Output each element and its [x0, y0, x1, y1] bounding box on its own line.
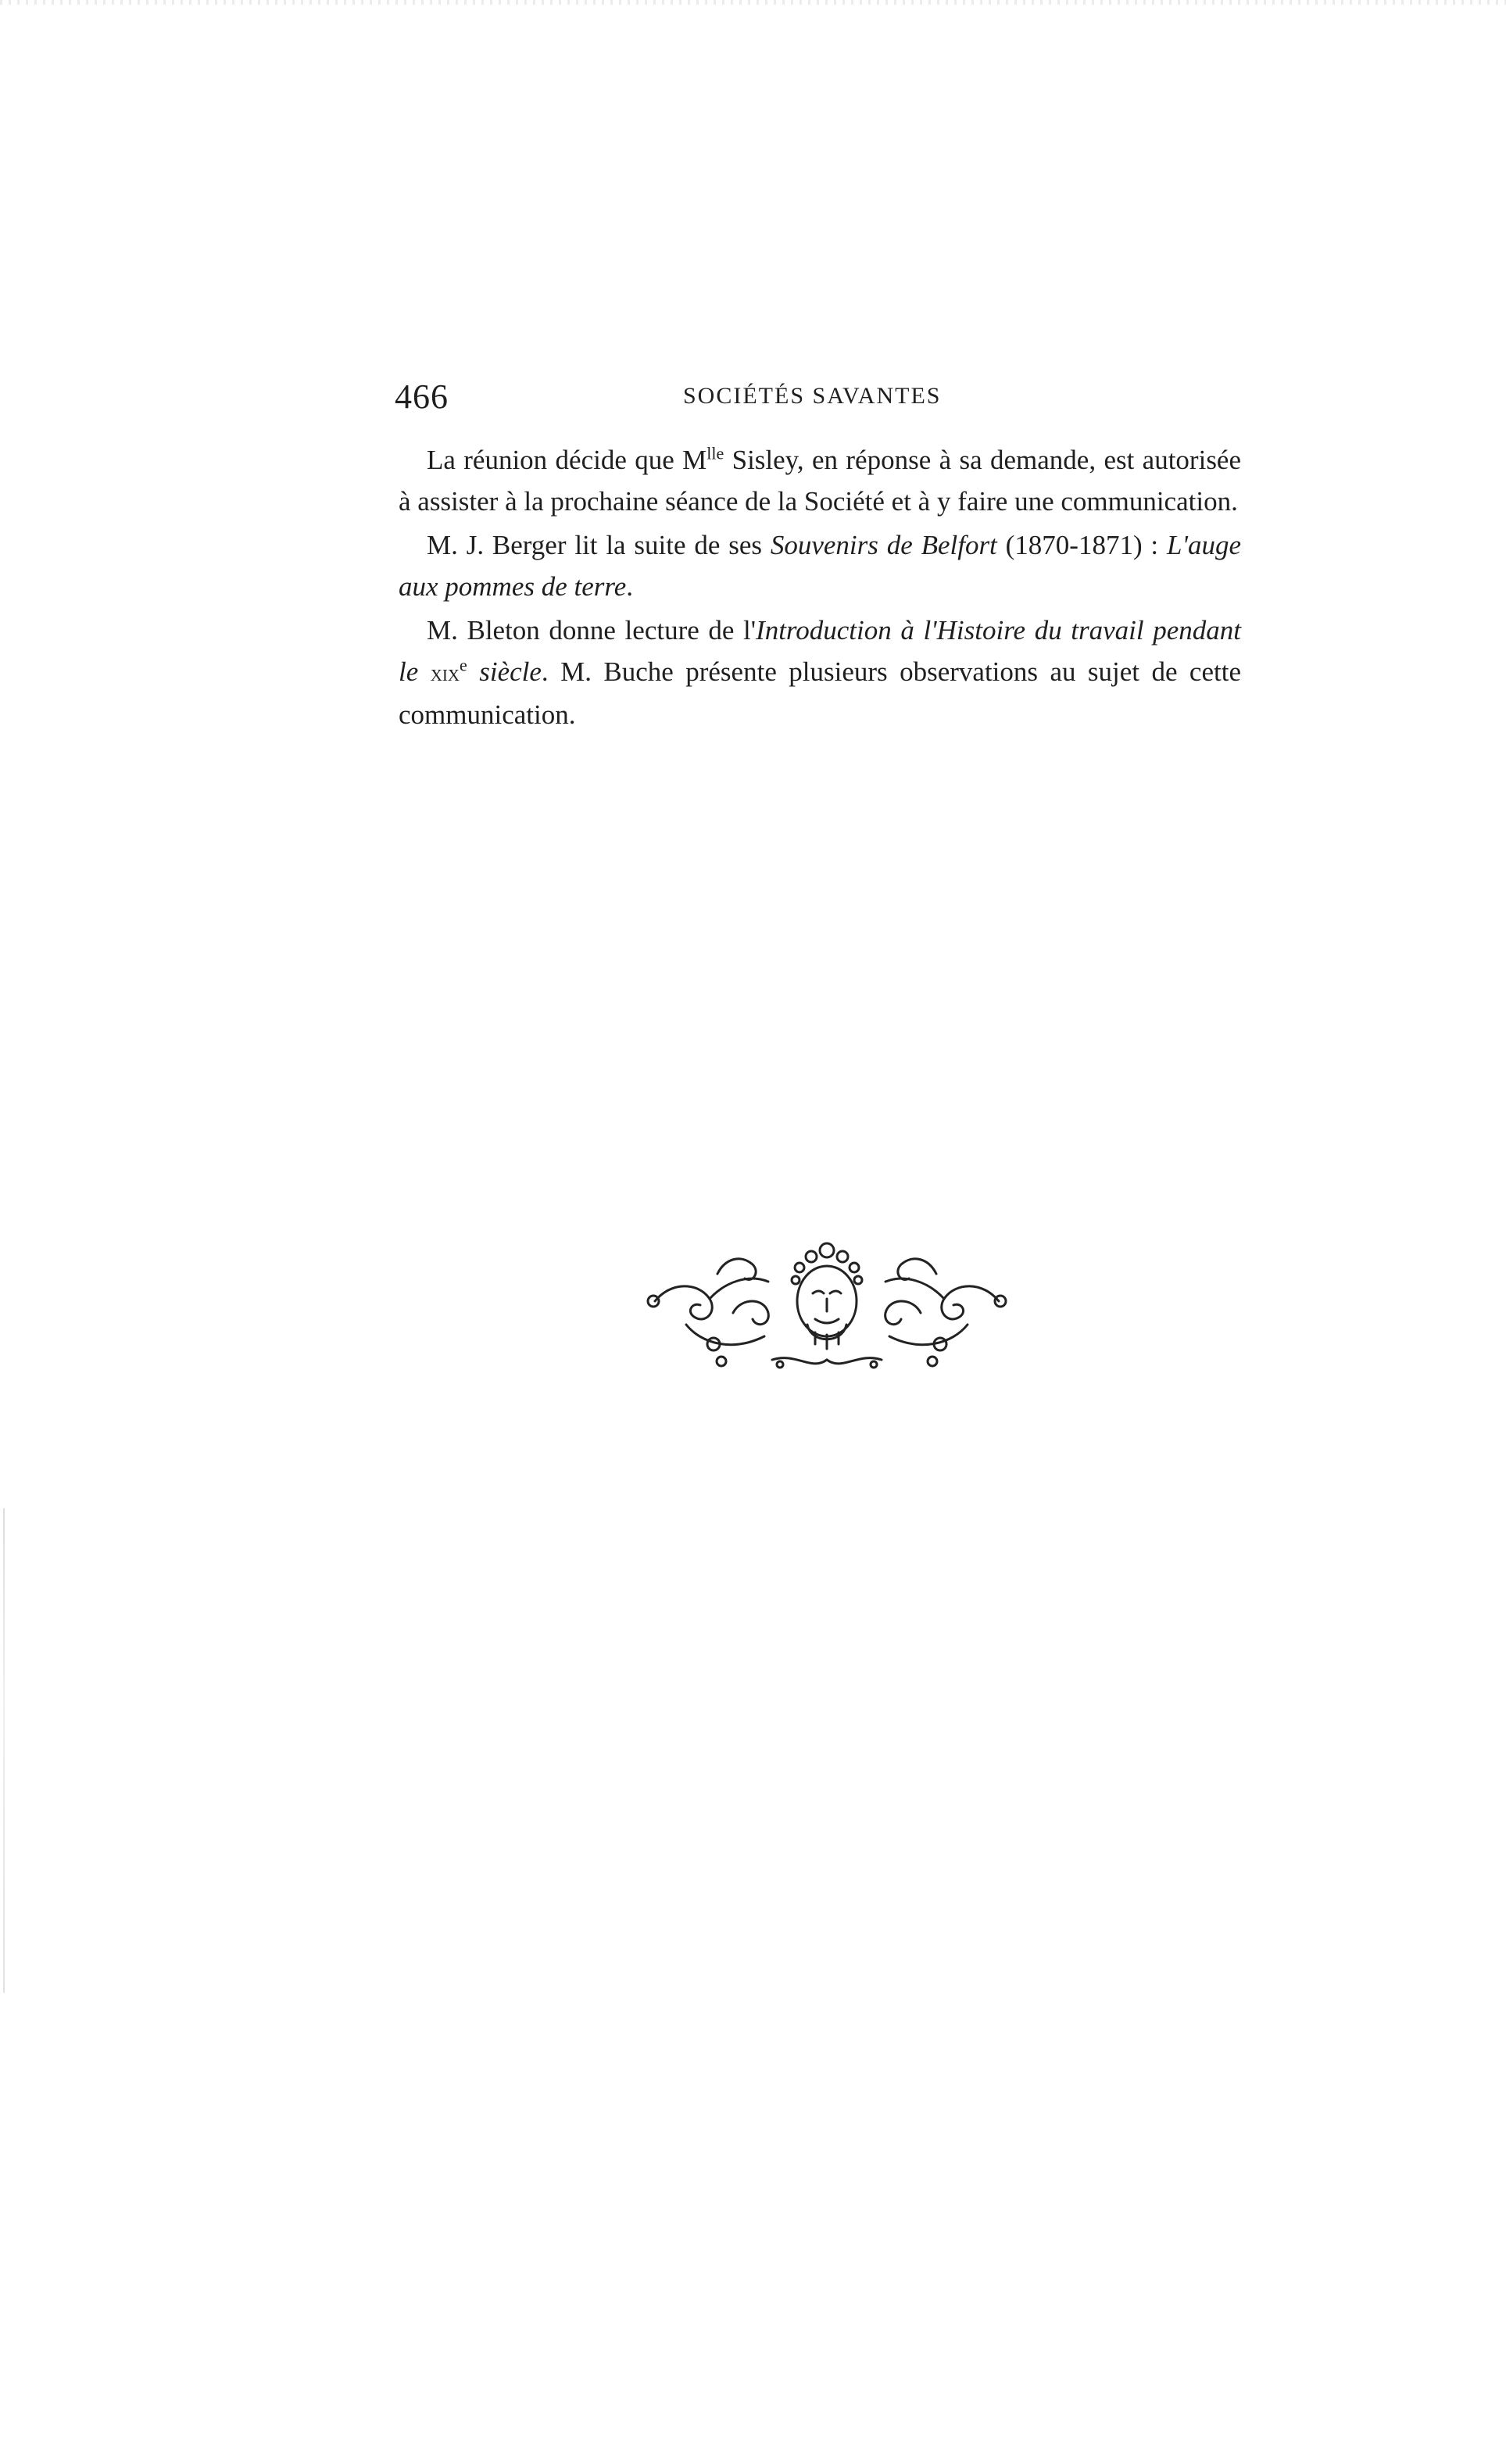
text-run: La réunion décide que M	[427, 445, 707, 475]
text-run: M. J. Berger lit la suite de ses	[427, 530, 771, 560]
scan-edge-left	[3, 1508, 5, 1993]
text-run: .	[626, 571, 634, 602]
body-text	[399, 439, 1241, 735]
scan-edge-top	[0, 0, 1506, 5]
running-title: SOCIÉTÉS SAVANTES	[683, 383, 942, 409]
text-run: Sisley, en réponse à sa demande, est autorisée à assister à la prochaine séance de la Société et à y faire une communication.	[399, 445, 1242, 517]
text-run: (1870-1871) :	[996, 530, 1167, 560]
superscript: lle	[706, 443, 724, 463]
italic-title: Souvenirs de Belfort	[770, 530, 997, 560]
text-run: . M. Buche présente plusieurs observations au sujet de cette communication.	[399, 656, 1241, 730]
superscript: e	[460, 655, 467, 675]
paragraph-3	[399, 610, 1241, 735]
italic-title: siècle	[467, 656, 542, 687]
vignette-mask-scroll-icon	[639, 1227, 1014, 1375]
italic-title: Introduction à l'Histoire du travail pendant le	[399, 615, 1241, 687]
text-run: M. Bleton donne lecture de l'	[427, 615, 757, 646]
paragraph-1	[399, 439, 1241, 522]
italic-title: L'auge aux pommes de terre	[399, 530, 1241, 602]
paragraph-2	[399, 524, 1241, 607]
page-number: 466	[395, 377, 449, 416]
small-caps-numeral: xix	[430, 660, 460, 686]
